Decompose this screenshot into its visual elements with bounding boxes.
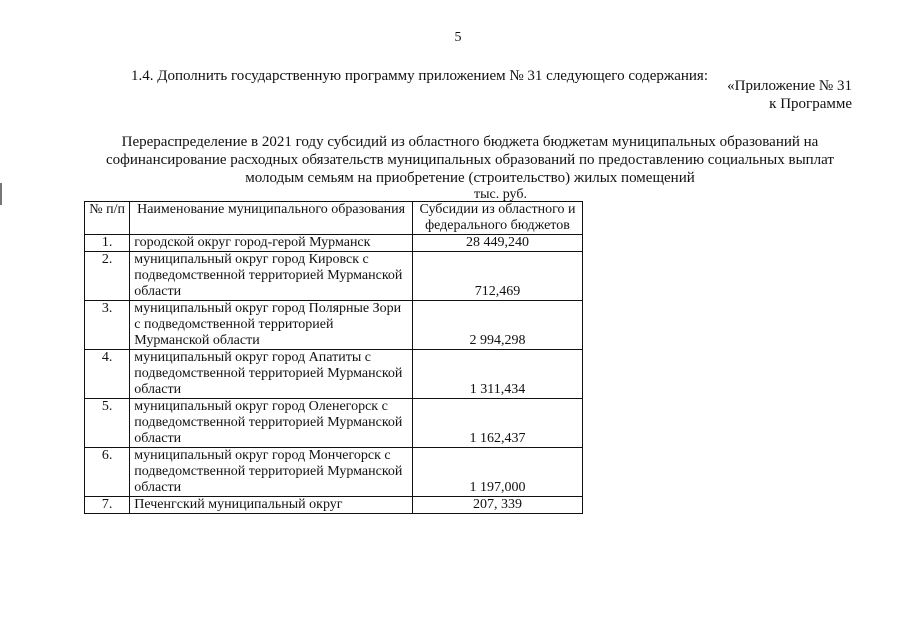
row-value: 1 197,000: [412, 448, 582, 497]
annex-line-2: к Программе: [769, 96, 852, 112]
table-row: [85, 350, 583, 399]
table-row: [85, 448, 583, 497]
units-label: тыс. руб.: [474, 187, 527, 202]
row-name: Печенгский муниципальный округ: [130, 497, 413, 514]
document-heading: Перераспределение в 2021 году субсидий из областного бюджета бюджетам муниципальных образований на софинансирование расходных обязательств муниципальных образований по предоставлению социальных выплат молодым семьям на приобретение (строительство) жилых помещений: [106, 134, 834, 186]
row-value: 207, 339: [412, 497, 582, 514]
row-name: муниципальный округ город Кировск с подведомственной территорией Мурманской области: [130, 252, 413, 301]
table-row: [85, 301, 583, 350]
row-name: городской округ город-герой Мурманск: [130, 235, 413, 252]
row-number: 7.: [85, 497, 130, 514]
row-number: 4.: [85, 350, 130, 399]
row-number: 1.: [85, 235, 130, 252]
annex-line-1: «Приложение № 31: [727, 78, 852, 94]
intro-paragraph: 1.4. Дополнить государственную программу приложением № 31 следующего содержания:: [131, 68, 708, 84]
row-value: 712,469: [412, 252, 582, 301]
annex-reference: [727, 77, 852, 113]
row-number: 5.: [85, 399, 130, 448]
row-number: 3.: [85, 301, 130, 350]
row-value: 2 994,298: [412, 301, 582, 350]
header-name: Наименование муниципального образования: [130, 202, 413, 235]
subsidy-table: [84, 201, 583, 514]
table-row: [85, 399, 583, 448]
page-number: 5: [454, 30, 462, 45]
row-number: 2.: [85, 252, 130, 301]
table-row: [85, 497, 583, 514]
scan-edge-mark: [0, 183, 2, 205]
row-number: 6.: [85, 448, 130, 497]
row-value: 28 449,240: [412, 235, 582, 252]
row-name: муниципальный округ город Полярные Зори с подведомственной территорией Мурманской области: [130, 301, 413, 350]
row-name: муниципальный округ город Апатиты с подведомственной территорией Мурманской области: [130, 350, 413, 399]
row-value: 1 162,437: [412, 399, 582, 448]
table-header-row: [85, 202, 583, 235]
header-subsidy: Субсидии из областного и федерального бюджетов: [412, 202, 582, 235]
row-value: 1 311,434: [412, 350, 582, 399]
table-row: [85, 252, 583, 301]
row-name: муниципальный округ город Оленегорск с подведомственной территорией Мурманской области: [130, 399, 413, 448]
row-name: муниципальный округ город Мончегорск с подведомственной территорией Мурманской области: [130, 448, 413, 497]
header-number: № п/п: [85, 202, 130, 235]
table-row: [85, 235, 583, 252]
